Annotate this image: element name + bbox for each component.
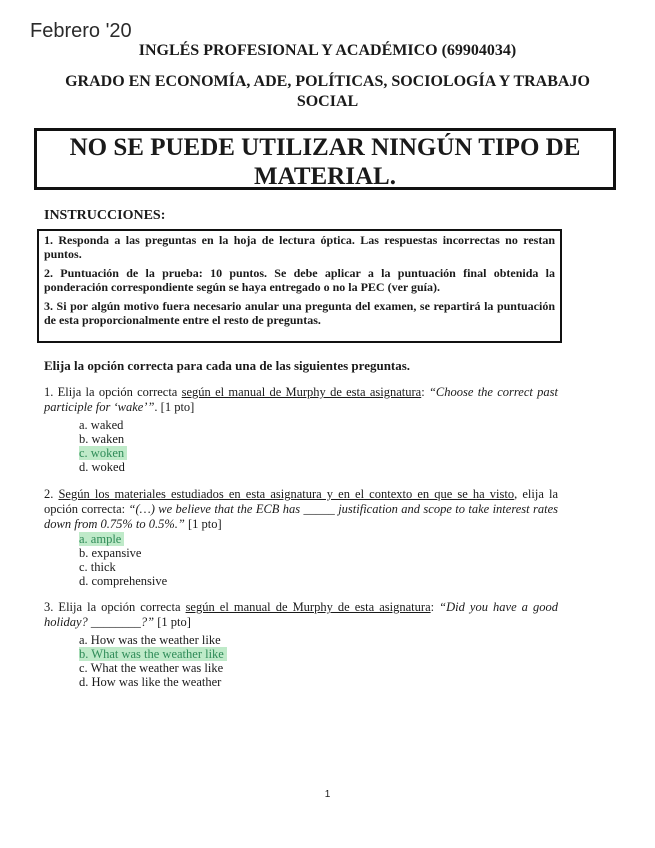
question-mid: : [421, 385, 429, 399]
option-d: d. comprehensive [79, 574, 168, 588]
question-points: [1 pto] [184, 517, 222, 531]
question-3-options [79, 633, 227, 689]
question-underlined: según el manual de Murphy de esta asignatura [181, 385, 422, 399]
no-material-banner: NO SE PUEDE UTILIZAR NINGÚN TIPO DE MATERIAL. [34, 128, 616, 190]
option-a: a. waked [79, 418, 124, 432]
option-c-highlighted: c. woken [79, 446, 127, 460]
question-mid: , elija la opción correcta: [44, 487, 558, 516]
option-b: b. expansive [79, 546, 142, 560]
question-underlined: Según los materiales estudiados en esta asignatura y en el contexto en que se ha visto [58, 487, 515, 501]
handwritten-date-note: Febrero '20 [30, 20, 132, 42]
question-2-options [79, 532, 167, 588]
question-3 [44, 600, 558, 630]
question-italic: “Choose the correct past participle for ‘wake’” [44, 385, 558, 414]
question-1 [44, 385, 558, 415]
question-underlined: según el manual de Murphy de esta asignatura [185, 600, 431, 614]
option-d: d. How was like the weather [79, 675, 222, 689]
instruction-item: 1. Responda a las preguntas en la hoja de lectura óptica. Las respuestas incorrectas no restan puntos. [44, 233, 555, 261]
question-prefix: 3. Elija la opción correcta [44, 600, 186, 614]
course-title: INGLÉS PROFESIONAL Y ACADÉMICO (69904034) [138, 42, 517, 59]
option-b: b. waken [79, 432, 125, 446]
question-prefix: 1. Elija la opción correcta [44, 385, 182, 399]
instructions-heading: INSTRUCCIONES: [44, 208, 166, 223]
option-c: c. What the weather was like [79, 661, 224, 675]
option-c: c. thick [79, 560, 116, 574]
question-1-options [79, 418, 127, 474]
page-number: 1 [324, 789, 331, 800]
question-points: . [1 pto] [154, 400, 195, 414]
question-prefix: 2. [44, 487, 59, 501]
degrees-title: GRADO EN ECONOMÍA, ADE, POLÍTICAS, SOCIOLOGÍA Y TRABAJO SOCIAL [65, 73, 590, 110]
question-italic: “Did you have a good holiday? ________?” [44, 600, 558, 629]
option-a: a. How was the weather like [79, 633, 221, 647]
question-italic: “(…) we believe that the ECB has _____ justification and scope to take interest rates down from 0.75% to 0.5%.” [44, 502, 558, 531]
instructions-box [37, 229, 562, 343]
question-points: [1 pto] [154, 615, 191, 629]
question-mid: : [430, 600, 440, 614]
option-a-highlighted: a. ample [79, 532, 124, 546]
instruction-item: 3. Si por algún motivo fuera necesario anular una pregunta del examen, se repartirá la puntuación de esta proporcionalmente entre el resto de preguntas. [44, 299, 555, 327]
option-d: d. woked [79, 460, 125, 474]
option-b-highlighted: b. What was the weather like [79, 647, 227, 661]
lead-instruction: Elija la opción correcta para cada una de las siguientes preguntas. [44, 358, 411, 373]
question-2 [44, 487, 558, 532]
instruction-item: 2. Puntuación de la prueba: 10 puntos. Se debe aplicar a la puntuación final obtenida la ponderación correspondiente según se haya entregado o no la PEC (ver guía). [44, 266, 555, 294]
